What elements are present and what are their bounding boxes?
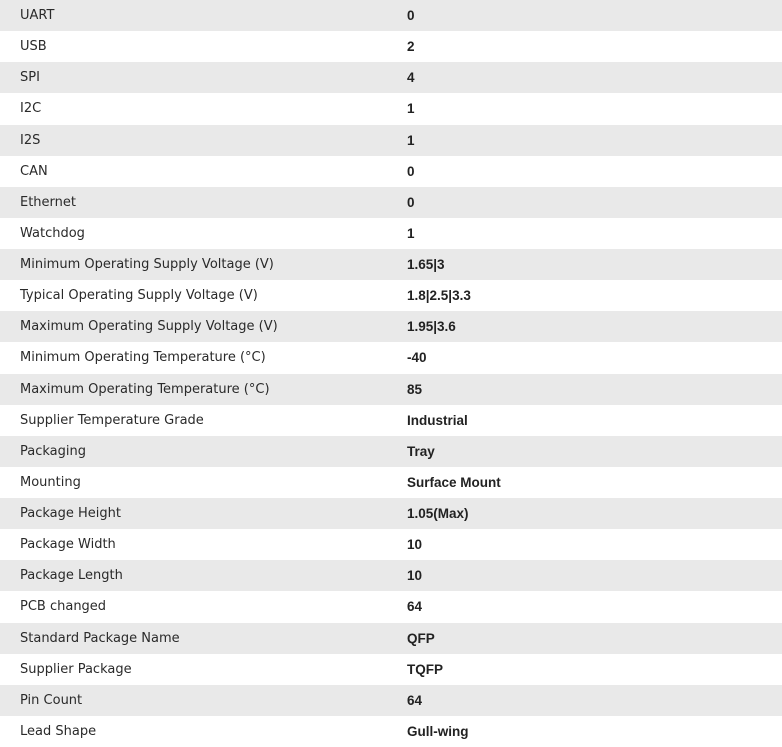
spec-row-pcb-changed [0,591,782,622]
spec-row-spi [0,62,782,93]
spec-value: Industrial [407,412,468,428]
spec-value: QFP [407,630,435,646]
spec-value: 1.8|2.5|3.3 [407,288,471,304]
spec-label: Lead Shape [20,723,97,739]
spec-label: Maximum Operating Temperature (°C) [20,381,270,397]
spec-row-package-height [0,498,782,529]
spec-label: Package Length [20,568,123,584]
spec-label: Package Height [20,506,121,522]
spec-row-can [0,156,782,187]
spec-label: Watchdog [20,225,85,241]
spec-label: SPI [20,70,40,86]
spec-row-max-temperature [0,374,782,405]
spec-value: 64 [407,599,423,615]
spec-value: 1 [407,132,415,148]
spec-label: Supplier Package [20,661,132,677]
spec-row-i2c [0,93,782,124]
spec-value: 0 [407,194,415,210]
spec-value: 0 [407,163,415,179]
spec-row-package-width [0,529,782,560]
spec-label: UART [20,8,55,24]
spec-label: Standard Package Name [20,630,180,646]
spec-row-watchdog [0,218,782,249]
spec-value: 0 [407,8,415,24]
spec-value: 10 [407,568,423,584]
spec-row-temperature-grade [0,405,782,436]
spec-label: CAN [20,163,48,179]
spec-value: TQFP [407,661,443,677]
spec-row-mounting [0,467,782,498]
spec-row-pin-count [0,685,782,716]
spec-label: Package Width [20,537,116,553]
spec-value: 1.65|3 [407,257,445,273]
spec-row-supplier-package [0,654,782,685]
spec-row-lead-shape [0,716,782,747]
spec-value: 1 [407,101,415,117]
spec-label: Maximum Operating Supply Voltage (V) [20,319,278,335]
spec-row-typ-supply-voltage [0,280,782,311]
spec-label: Mounting [20,474,81,490]
spec-value: 1.05(Max) [407,506,469,522]
spec-value: 1.95|3.6 [407,319,456,335]
spec-row-usb [0,31,782,62]
spec-row-i2s [0,125,782,156]
spec-label: Supplier Temperature Grade [20,412,204,428]
spec-label: Typical Operating Supply Voltage (V) [20,288,258,304]
spec-row-min-temperature [0,342,782,373]
spec-row-min-supply-voltage [0,249,782,280]
spec-value: Surface Mount [407,474,501,490]
spec-value: 10 [407,537,423,553]
spec-label: Minimum Operating Temperature (°C) [20,350,266,366]
spec-row-max-supply-voltage [0,311,782,342]
spec-label: I2C [20,101,42,117]
spec-row-standard-package-name [0,623,782,654]
spec-row-uart [0,0,782,31]
spec-value: 4 [407,70,415,86]
spec-value: -40 [407,350,427,366]
spec-row-ethernet [0,187,782,218]
spec-label: Pin Count [20,692,83,708]
spec-value: 85 [407,381,423,397]
spec-label: Minimum Operating Supply Voltage (V) [20,257,274,273]
spec-label: I2S [20,132,41,148]
spec-label: Packaging [20,443,86,459]
spec-row-packaging [0,436,782,467]
spec-row-package-length [0,560,782,591]
spec-label: PCB changed [20,599,107,615]
spec-value: Gull-wing [407,723,469,739]
spec-label: USB [20,39,47,55]
spec-value: Tray [407,443,435,459]
spec-value: 1 [407,225,415,241]
spec-value: 64 [407,692,423,708]
spec-value: 2 [407,39,415,55]
spec-label: Ethernet [20,194,76,210]
